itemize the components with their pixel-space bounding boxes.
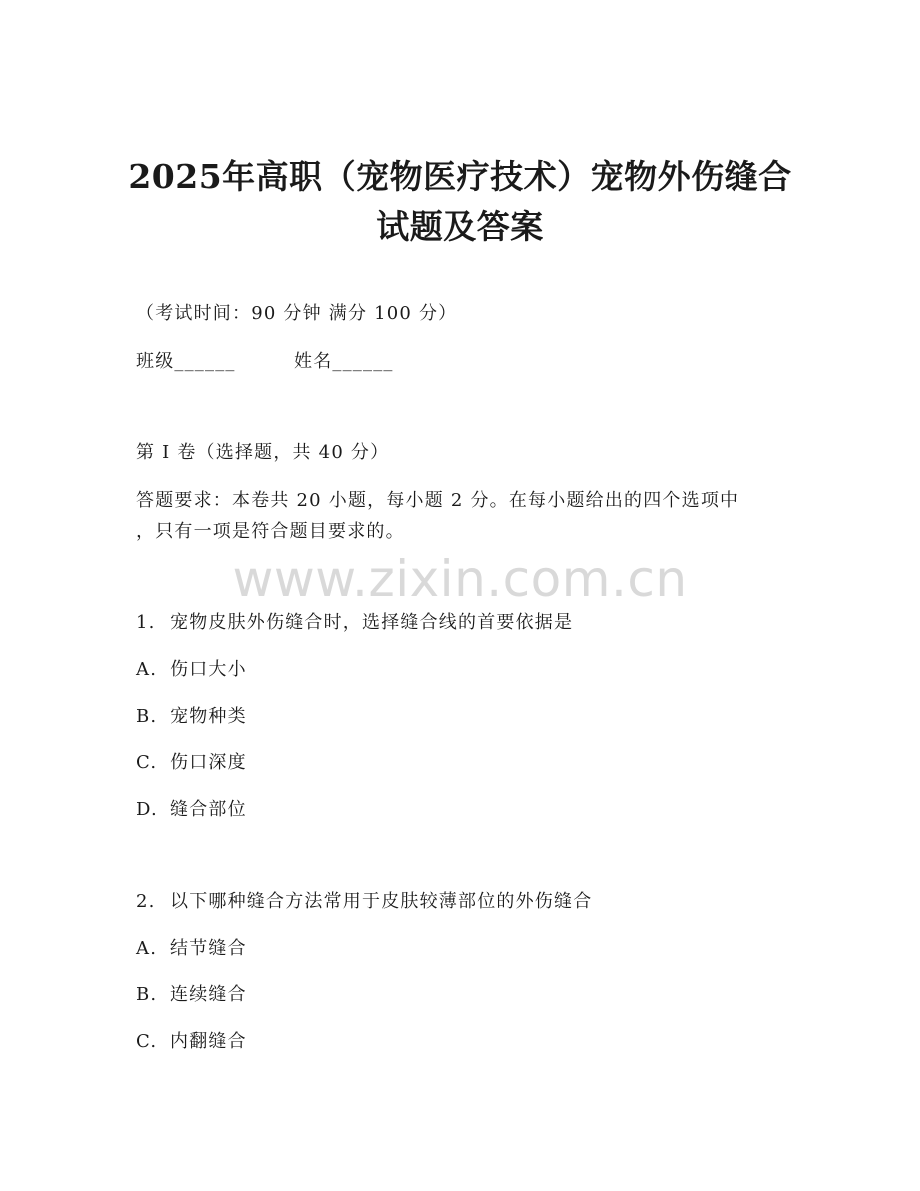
question-number: 1. bbox=[136, 612, 156, 633]
option-1a bbox=[136, 658, 247, 682]
option-2a bbox=[136, 937, 247, 961]
option-1d bbox=[136, 798, 247, 822]
question-text: 宠物皮肤外伤缝合时，选择缝合线的首要依据是 bbox=[170, 612, 574, 633]
option-text: 伤口大小 bbox=[170, 659, 247, 680]
question-2 bbox=[136, 890, 592, 914]
option-letter: A. bbox=[136, 659, 158, 680]
watermark: www.zixin.com.cn bbox=[232, 550, 688, 608]
option-text: 连续缝合 bbox=[170, 984, 247, 1005]
requirement-text-line1: 答题要求：本卷共 20 小题，每小题 2 分。在每小题给出的四个选项中 bbox=[136, 490, 740, 511]
question-number: 2. bbox=[136, 891, 156, 912]
option-letter: C. bbox=[136, 752, 158, 773]
question-1 bbox=[136, 611, 573, 635]
document-title-line2: 试题及答案 bbox=[376, 207, 544, 246]
option-2c bbox=[136, 1030, 247, 1054]
class-field-label: 班级______ bbox=[136, 351, 236, 372]
document-title-line1: 2025年高职（宠物医疗技术）宠物外伤缝合 bbox=[128, 157, 792, 196]
section-title: 第 I 卷（选择题，共 40 分） bbox=[136, 442, 390, 463]
option-letter: B. bbox=[136, 984, 158, 1005]
option-1b bbox=[136, 705, 247, 729]
option-text: 宠物种类 bbox=[170, 706, 247, 727]
option-text: 缝合部位 bbox=[170, 799, 247, 820]
option-letter: D. bbox=[136, 799, 158, 820]
option-2b bbox=[136, 983, 247, 1007]
exam-info: （考试时间：90 分钟 满分 100 分） bbox=[136, 303, 458, 324]
option-letter: B. bbox=[136, 706, 158, 727]
option-text: 内翻缝合 bbox=[170, 1031, 247, 1052]
option-letter: A. bbox=[136, 938, 158, 959]
option-text: 结节缝合 bbox=[170, 938, 247, 959]
requirement-text-line2: ，只有一项是符合题目要求的。 bbox=[136, 521, 405, 542]
name-field-label: 姓名______ bbox=[294, 351, 394, 372]
option-letter: C. bbox=[136, 1031, 158, 1052]
option-text: 伤口深度 bbox=[170, 752, 247, 773]
question-text: 以下哪种缝合方法常用于皮肤较薄部位的外伤缝合 bbox=[170, 891, 593, 912]
option-1c bbox=[136, 751, 247, 775]
